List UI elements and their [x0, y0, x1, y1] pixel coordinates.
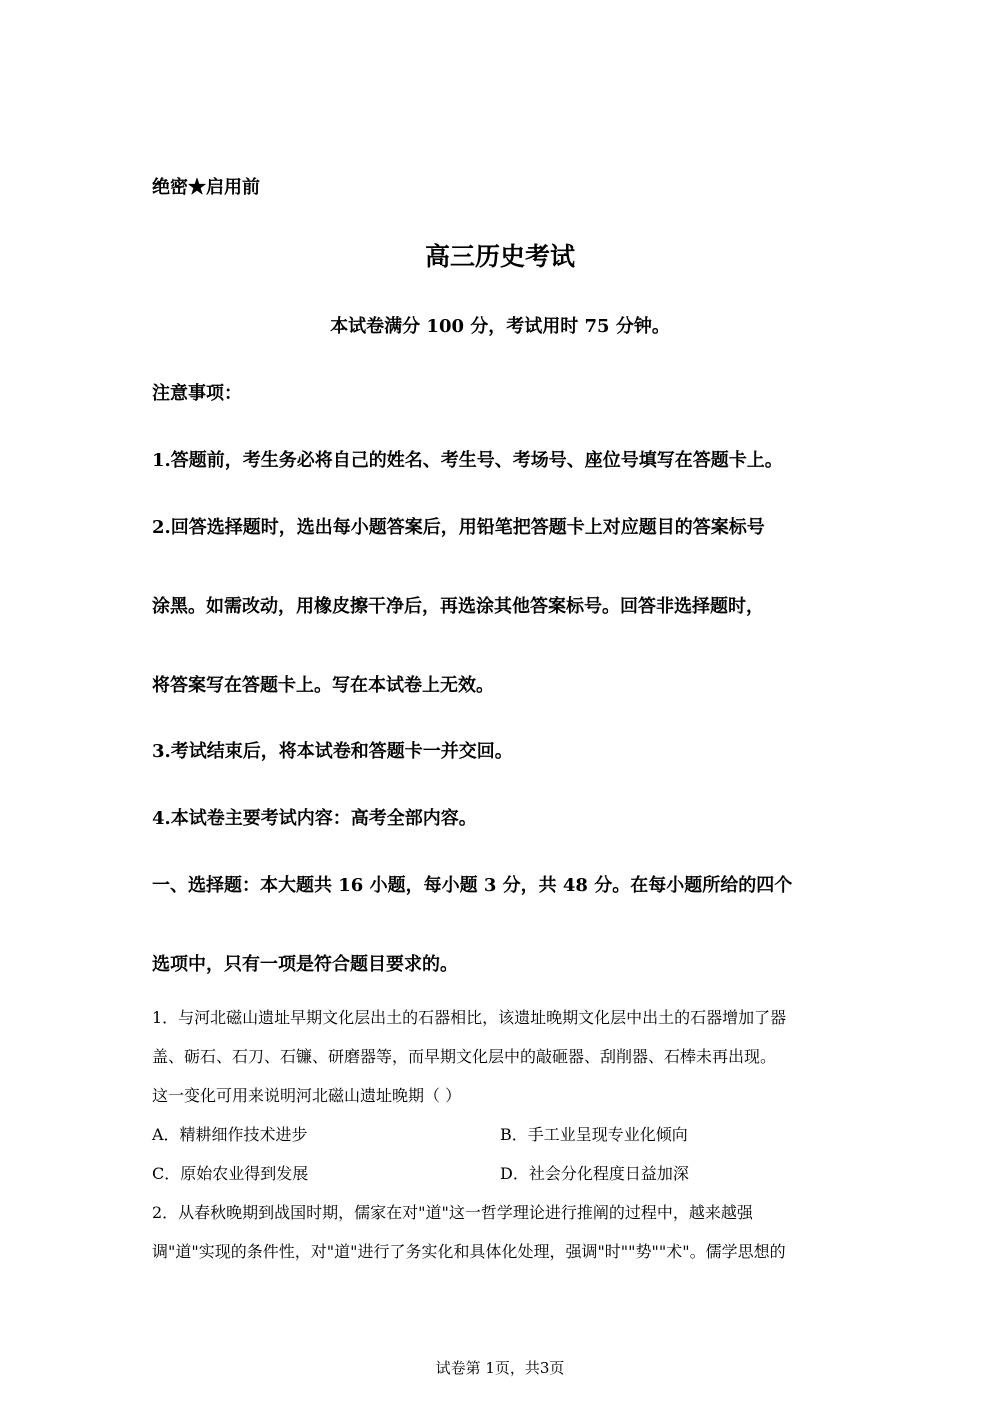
question-2-line-2: 调"道"实现的条件性，对"道"进行了务实化和具体化处理，强调"时""势""术"。儒学思想的	[152, 1242, 786, 1261]
question-1-line-3: 这一变化可用来说明河北磁山遗址晚期（ ）	[152, 1086, 462, 1105]
exam-title: 高三历史考试	[424, 242, 575, 271]
notice-heading: 注意事项：	[152, 383, 242, 404]
exam-subtitle: 本试卷满分 100 分，考试用时 75 分钟。	[330, 316, 670, 337]
question-1-option-b: B．手工业呈现专业化倾向	[500, 1125, 688, 1144]
question-2-line-1: 2．从春秋晚期到战国时期，儒家在对"道"这一哲学理论进行推阐的过程中，越来越强	[152, 1203, 753, 1222]
question-1-option-d: D．社会分化程度日益加深	[500, 1164, 689, 1183]
notice-line-3: 涂黑。如需改动，用橡皮擦干净后，再选涂其他答案标号。回答非选择题时，	[152, 596, 764, 617]
notice-line-1: 1.答题前，考生务必将自己的姓名、考生号、考场号、座位号填写在答题卡上。	[152, 450, 783, 471]
question-1-option-a: A．精耕细作技术进步	[152, 1125, 308, 1144]
secret-label: 绝密★启用前	[152, 177, 260, 198]
notice-line-5: 3.考试结束后，将本试卷和答题卡一并交回。	[152, 741, 513, 762]
notice-line-6: 4.本试卷主要考试内容：高考全部内容。	[152, 808, 477, 829]
page-footer: 试卷第 1页，共3页	[435, 1359, 565, 1377]
question-1-option-c: C．原始农业得到发展	[152, 1164, 309, 1183]
section-heading-line-1: 一、选择题：本大题共 16 小题，每小题 3 分，共 48 分。在每小题所给的四个	[152, 875, 793, 896]
question-1-line-1: 1．与河北磁山遗址早期文化层出土的石器相比，该遗址晚期文化层中出土的石器增加了器	[152, 1008, 787, 1027]
notice-line-4: 将答案写在答题卡上。写在本试卷上无效。	[152, 675, 494, 696]
question-1-line-2: 盖、砺石、石刀、石镰、研磨器等，而早期文化层中的敲砸器、刮削器、石棒未再出现。	[152, 1047, 777, 1066]
section-heading-line-2: 选项中，只有一项是符合题目要求的。	[152, 954, 458, 975]
notice-line-2: 2.回答选择题时，选出每小题答案后，用铅笔把答题卡上对应题目的答案标号	[152, 517, 765, 538]
